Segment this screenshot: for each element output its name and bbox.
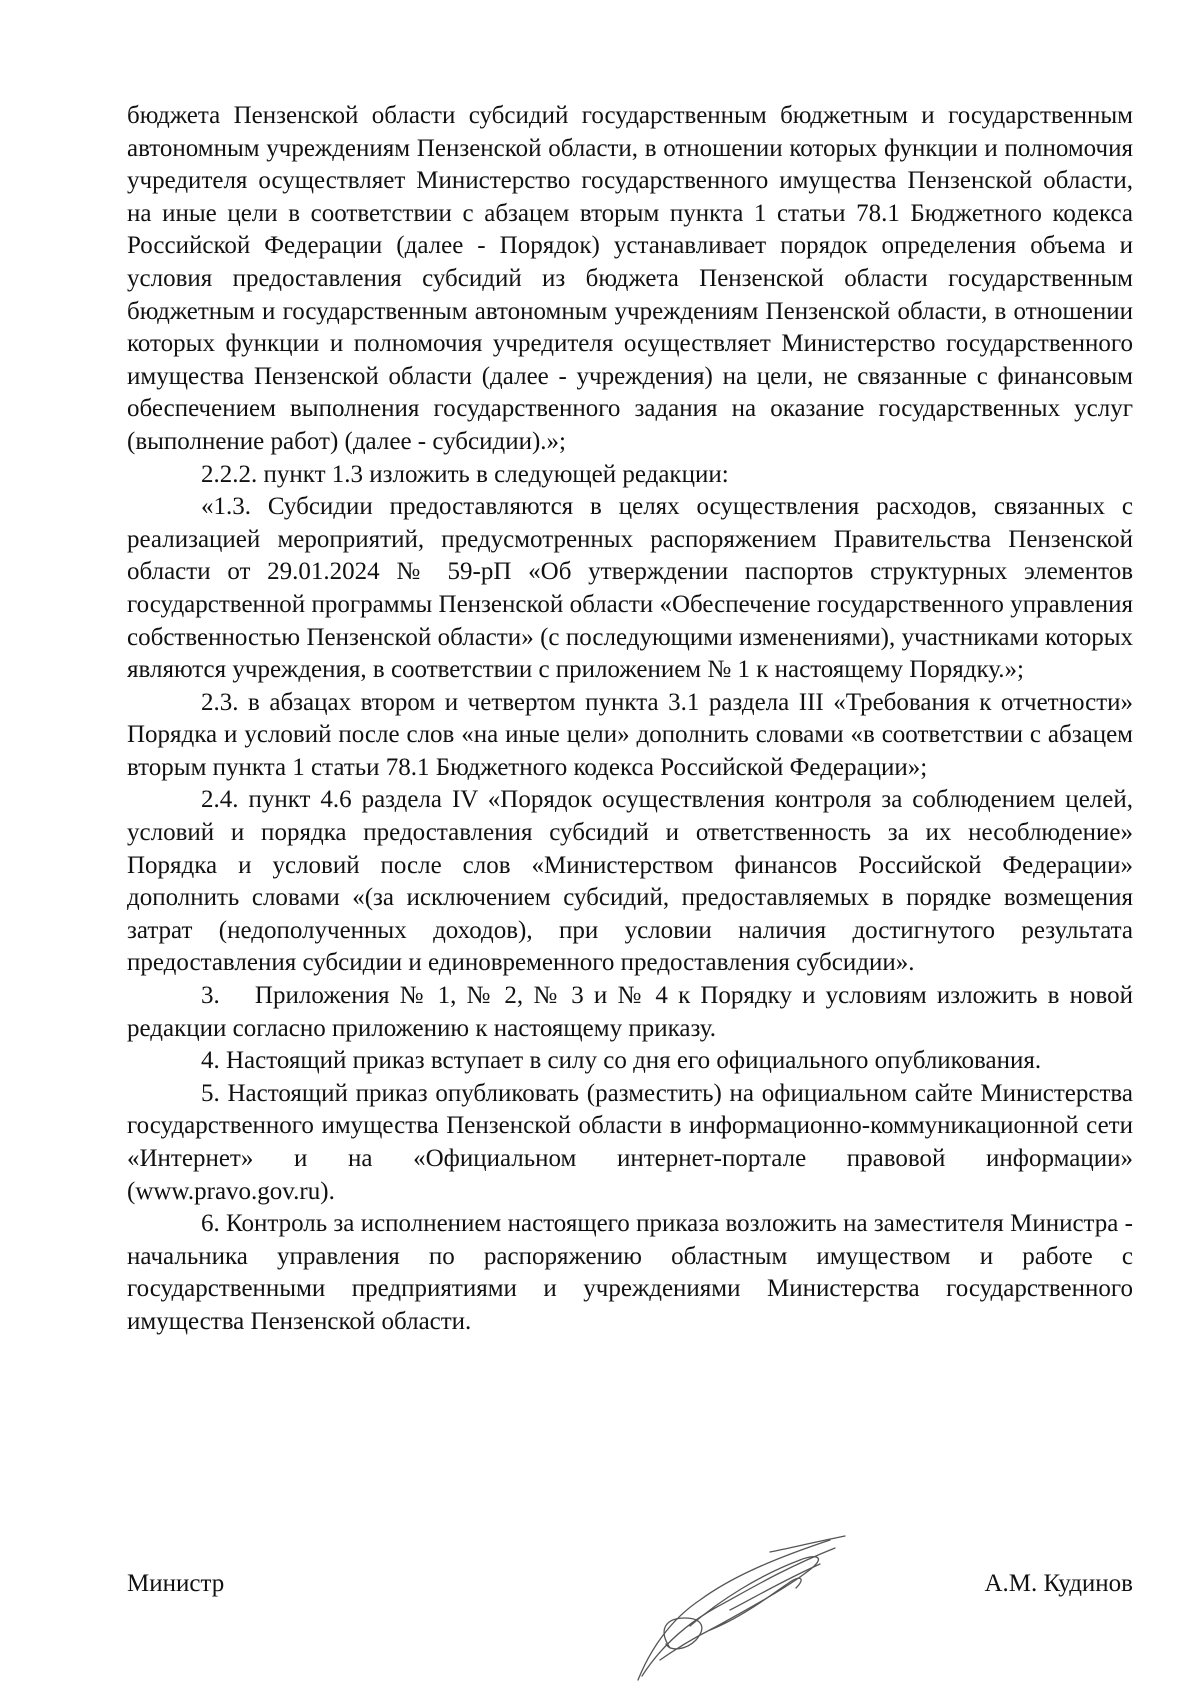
paragraph-2-2-2: 2.2.2. пункт 1.3 изложить в следующей редакции:: [201, 460, 729, 488]
paragraph-6: 6. Контроль за исполнением настоящего приказа возложить на заместителя Министра - начальника управления по распоряжению областным имуществом и работе с государственными предприятиями и учреждениями Министерства государственного имущества Пензенской области.: [127, 1210, 1133, 1335]
paragraph-budget-procedure: бюджета Пензенской области субсидий государственным бюджетным и государственным автономным учреждениям Пензенской области, в отношении которых функции и полномочия учредителя осуществляет Министерство государственного имущества Пензенской области, на иные цели в соответствии с абзацем вторым пункта 1 статьи 78.1 Бюджетного кодекса Российской Федерации (далее - Порядок) устанавливает порядок определения объема и условия предоставления субсидий из бюджета Пензенской области государственным бюджетным и государственным автономным учреждениям Пензенской области, в отношении которых функции и полномочия учредителя осуществляет Министерство государственного имущества Пензенской области (далее - учреждения) на цели, не связанные с финансовым обеспечением выполнения государственного задания на оказание государственных услуг (выполнение работ) (далее - субсидии).»;: [127, 102, 1133, 455]
signatory-title: Министр: [127, 1570, 225, 1597]
paragraph-1-3: «1.3. Субсидии предоставляются в целях осуществления расходов, связанных с реализацией мероприятий, предусмотренных распоряжением Правительства Пензенской области от 29.01.2024 № 59-рП «Об утверждении паспортов структурных элементов государственной программы Пензенской области «Обеспечение государственного управления собственностью Пензенской области» (с последующими изменениями), участниками которых являются учреждения, в соответствии с приложением № 1 к настоящему Порядку.»;: [127, 493, 1133, 684]
paragraph-5: 5. Настоящий приказ опубликовать (разместить) на официальном сайте Министерства государственного имущества Пензенской области в информационно-коммуникационной сети «Интернет» и на «Официальном интернет-портале правовой информации» (www.pravo.gov.ru).: [127, 1079, 1133, 1205]
handwritten-signature-icon: [630, 1530, 860, 1690]
paragraph-4: 4. Настоящий приказ вступает в силу со дня его официального опубликования.: [201, 1047, 1042, 1075]
paragraph-3: 3. Приложения № 1, № 2, № 3 и № 4 к Порядку и условиям изложить в новой редакции согласно приложению к настоящему приказу.: [127, 982, 1133, 1042]
paragraph-2-4: 2.4. пункт 4.6 раздела IV «Порядок осуществления контроля за соблюдением целей, условий и порядка предоставления субсидий и ответственность за их несоблюдение» Порядка и условий после слов «Министерством финансов Российской Федерации» дополнить словами «(за исключением субсидий, предоставляемых в порядке возмещения затрат (недополученных доходов), при условии наличия достигнутого результата предоставления субсидии и единовременного предоставления субсидии».: [127, 786, 1133, 977]
paragraph-2-3: 2.3. в абзацах втором и четвертом пункта 3.1 раздела III «Требования к отчетности» Порядка и условий после слов «на иные цели» дополнить словами «в соответствии с абзацем вторым пункта 1 статьи 78.1 Бюджетного кодекса Российской Федерации»;: [127, 688, 1133, 781]
document-body: [127, 100, 1133, 1339]
signatory-name: А.М. Кудинов: [984, 1570, 1133, 1597]
